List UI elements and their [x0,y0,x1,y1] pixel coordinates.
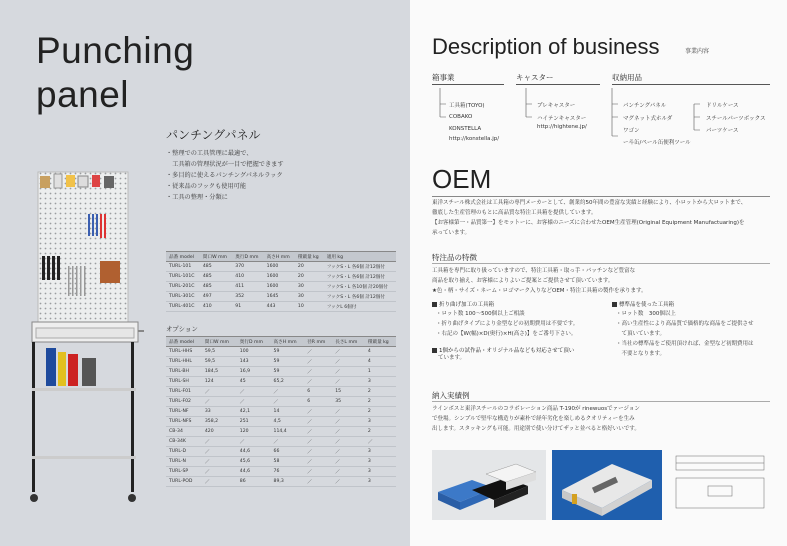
jp-title: パンチングパネル [166,128,261,142]
box2-item: ・ロット数 300個以上 [616,311,676,317]
table-cell: ／ [237,437,271,447]
title-line1: Punching [36,30,195,71]
table-cell: 45 [237,377,271,387]
oem-text: 徹底した生産管理のもとに高品質な特注工具箱を提供しています。 [432,210,597,216]
divider [516,84,600,85]
table-cell: CB-34K [166,437,202,447]
divider [432,401,770,402]
table-cell: CB-34 [166,427,202,437]
box2-item: て頂いています。 [616,331,666,337]
table-cell: ／ [332,347,365,357]
box1-title-text: 折り曲げ加工の工具箱 [439,302,495,308]
box2-item: ・高い生産性により高品質で価格的な商品をご提供させ [616,321,754,327]
table-cell: 1645 [264,292,295,302]
table-cell: 20 [295,262,324,272]
delivery-text: 出します。スタッキングも可能。用途別で使い分けてザッと並べると格好いいです。 [432,426,640,432]
table-header: 高さH mm [271,337,305,347]
table-cell: ／ [332,477,365,487]
table-cell: ／ [332,377,365,387]
table-cell: TURL-101C [166,272,200,282]
table-cell: 15 [332,387,365,397]
table-cell: 485 [200,272,232,282]
table-cell: 3 [365,447,396,457]
table-cell: ／ [332,367,365,377]
table-cell: TURL-201C [166,282,200,292]
table-cell: フックS・L 各10個 計20個付 [324,282,396,292]
table-cell: フックS・L 各6個 計12個付 [324,292,396,302]
table-cell: フックL 6個付 [324,302,396,312]
table-header: 間口W mm [200,252,232,262]
table-header-row [166,252,396,262]
tree-item: ハイテンキャスター [537,116,587,122]
table-header: 径R mm [304,337,332,347]
table-cell: ／ [304,447,332,457]
feature-text: ★色・柄・サイズ・ネーム・ロゴマーク入りなどOEM・特注工具箱の製作を承ります。 [432,288,647,294]
table-cell: 86 [237,477,271,487]
table-header: 適用 kg [324,252,396,262]
table-cell: 420 [202,427,237,437]
table-cell: TURL-NFS [166,417,202,427]
table-cell: 42,1 [237,407,271,417]
table-cell: ／ [332,457,365,467]
table-cell: 4 [365,357,396,367]
bullet: ・工具の整理・分類に [166,194,228,201]
box1-note-text: 1個からの試作品・オリジナル品なども対応させて頂い [439,348,575,354]
table-cell: 30 [295,282,324,292]
branded-toolbox-photo [552,450,662,520]
table-cell: ／ [304,457,332,467]
table-cell: 30 [295,292,324,302]
table-cell: ／ [202,387,237,397]
square-icon [612,302,617,307]
table-cell: 497 [200,292,232,302]
table-cell: ／ [202,477,237,487]
table-cell: 1600 [264,282,295,292]
oem-text: 東洋スチール株式会社は工具箱の専門メーカーとして、創業約50年間の豊富な実績と経験により、小ロットから大ロットまで、 [432,200,747,206]
oem-title: OEM [432,164,492,194]
table-cell: ／ [332,427,365,437]
table-row [166,302,396,312]
table-header: 積載量 kg [295,252,324,262]
category-caster: キャスター [516,73,554,82]
table-cell: フックS・L 各6個 計12個付 [324,272,396,282]
table-cell: ／ [332,467,365,477]
table-cell: ／ [304,427,332,437]
table-cell: 6 [304,387,332,397]
table-cell: 14 [271,407,305,417]
table-cell: 100 [237,347,271,357]
table-cell: ／ [304,407,332,417]
table-cell: ／ [237,397,271,407]
table-header: 長さL mm [332,337,365,347]
table-cell: ／ [304,467,332,477]
table-cell: TURL-F01 [166,387,202,397]
table-cell: TURL-HHS [166,347,202,357]
table-cell: ／ [202,447,237,457]
table-cell: TURL-NF [166,407,202,417]
table-header: 品番 model [166,252,200,262]
table-cell: 114,4 [271,427,305,437]
table-cell: ／ [332,407,365,417]
table-cell: ／ [332,417,365,427]
divider [432,196,770,197]
table-cell: 1 [365,367,396,377]
table-row [166,357,396,367]
tree-item: 工具箱(TOYO) [449,103,485,109]
table-cell: 410 [232,272,263,282]
feature-text: 工具箱を専門に取り扱っていますので、特注工具箱・取っ手・パッチンなど豊富な [432,268,636,274]
table-cell: TURL-BH [166,367,202,377]
table-cell: 10 [295,302,324,312]
toolbox-drawing [668,450,772,520]
option-title: オプション [166,325,198,333]
table-cell: TURL-101 [166,262,200,272]
table-cell: TURL-SH [166,377,202,387]
table-cell: 3 [365,457,396,467]
tree-item: プレキャスター [537,103,576,109]
table-cell: TURL-SP [166,467,202,477]
table-cell: ／ [202,397,237,407]
table-cell: 59,5 [202,347,237,357]
table-cell: 2 [365,387,396,397]
table-cell: TURL-D [166,447,202,457]
title-line2: panel [36,74,130,115]
delivery-title: 納入実績例 [432,391,470,400]
table-cell: ／ [332,447,365,457]
table-cell: 2 [365,397,396,407]
business-title: Description of business [432,34,660,59]
table-cell: 45,6 [237,457,271,467]
table-cell: 6 [304,397,332,407]
table-cell: 124 [202,377,237,387]
table-cell: ／ [304,437,332,447]
delivery-text: で登場。シンプルで堅牢な構造りが素朴で経年劣化を楽しめるクオリティーを生み [432,416,635,422]
table-row [166,407,396,417]
business-title-jp: 事業内容 [685,48,710,55]
table-row [166,262,396,272]
table-header: 間口W mm [202,337,237,347]
table-cell: 66 [271,447,305,457]
table-cell: 35 [332,397,365,407]
tree-item: パンチングパネル [623,103,667,109]
table-header: 奥行D mm [237,337,271,347]
box2-title [612,300,674,308]
divider [612,84,770,85]
table-cell: 44,6 [237,447,271,457]
table-header: 品番 model [166,337,202,347]
table-cell: ／ [202,467,237,477]
box1-item: ・ロット数 100〜500個以上ご相談 [436,311,525,317]
table-row [166,447,396,457]
table-cell: 89,3 [271,477,305,487]
table-cell: ／ [332,437,365,447]
tree-sub-item: パーツケース [706,128,739,134]
box2-title-text: 標準品を使った工具箱 [619,302,675,308]
table-cell: ／ [304,417,332,427]
table-cell: 443 [264,302,295,312]
table-cell: 358,2 [202,417,237,427]
table-cell: ／ [271,397,305,407]
delivery-text: ラインボスと東洋スチールのコラボレーション商品 T-190が rinewuosでァージョン [432,406,640,412]
table-cell: 20 [295,272,324,282]
table-cell: 3 [365,467,396,477]
table-cell: 4 [365,347,396,357]
tree-item: COBAKO [449,114,473,120]
bullet: 工具箱の管理状況が一目で把握できます [166,161,284,168]
divider [432,263,770,264]
tree-item: ー斗缶/ペール缶便利ツール [623,140,691,146]
table-row [166,387,396,397]
table-cell: 59 [271,367,305,377]
box2-item: ・当社の標準品をご使用頂ければ、金型など初期費用は [616,341,754,347]
square-icon [432,348,437,353]
table-row [166,467,396,477]
table-cell: ／ [365,437,396,447]
table-row [166,347,396,357]
table-cell: 91 [232,302,263,312]
tree-sub-item: ドリルケース [706,103,739,109]
table-cell: 410 [200,302,232,312]
table-header-row [166,337,396,347]
table-cell: ／ [202,457,237,467]
table-cell: 2 [365,427,396,437]
table-cell: 485 [200,262,232,272]
punching-panel-photo [28,166,146,506]
table-cell: 4,5 [271,417,305,427]
table-cell: ／ [237,387,271,397]
table-cell: TURL-POD [166,477,202,487]
table-cell: 1600 [264,262,295,272]
box2-item: 不要となります。 [616,351,666,357]
oem-text: 【お客様第一・品質第一】をモットーに、お客様のニーズに合わせたOEM生産管理(Original Equipment Manufactuaring)を [432,220,745,226]
table-header: 奥行D mm [232,252,263,262]
tree-item-link[interactable]: http://hightene.jp/ [537,124,587,130]
tree-item: KONSTELLA [449,126,482,132]
bullet: ・従来品のフックも使用可能 [166,183,247,190]
table-row [166,437,396,447]
table-cell: 143 [237,357,271,367]
table-row [166,427,396,437]
bullet: ・多目的に使えるパンチングパネルラック [166,172,283,179]
tree-item-link[interactable]: http://konstella.jp/ [449,136,500,142]
table-cell: 3 [365,417,396,427]
table-cell: 59,5 [202,357,237,367]
table-row [166,282,396,292]
table-cell: ／ [271,387,305,397]
table-cell: フックS・L 各6個 計12個付 [324,262,396,272]
feature-text: 商品を取り揃え、お客様によりよいご提案とご提供させて頂いています。 [432,278,614,284]
box1-item: ・右記の【W(幅)×D(奥行)×H(高さ)】をご番号下さい。 [436,331,577,337]
tree-item: ワゴン [623,128,640,134]
table-header: 積載量 kg [365,337,396,347]
table-cell: 76 [271,467,305,477]
table-cell: 3 [365,477,396,487]
table-row [166,292,396,302]
table-cell: TURL-301C [166,292,200,302]
toolbox-photo [432,450,546,520]
table-row [166,272,396,282]
feature-title: 特注品の特徴 [432,253,477,262]
table-cell: 65,2 [271,377,305,387]
divider [432,84,504,85]
table-cell: 352 [232,292,263,302]
table-cell: 2 [365,407,396,417]
table-cell: ／ [304,477,332,487]
square-icon [432,302,437,307]
table-cell: ／ [202,437,237,447]
category-box: 箱事業 [432,73,455,82]
main-spec-table [166,251,396,312]
bullet: ・整理での工具管理に最適で、 [166,150,253,157]
table-cell: ／ [304,347,332,357]
table-cell: 485 [200,282,232,292]
table-cell: 411 [232,282,263,292]
box1-item: ・折り曲げタイプにより金型などの初期費用は不要です。 [436,321,579,327]
table-cell: 59 [271,357,305,367]
table-cell: ／ [271,437,305,447]
option-spec-table [166,336,396,487]
table-cell: 59 [271,347,305,357]
table-cell: TURL-401C [166,302,200,312]
tree-sub-item: スチールパーツボックス [706,116,766,122]
box1-title [432,300,494,308]
table-row [166,367,396,377]
table-cell: 370 [232,262,263,272]
oem-text: 承っています。 [432,230,471,236]
table-row [166,397,396,407]
tree-item: マグネット式ホルダ [623,116,673,122]
table-cell: 16,9 [237,367,271,377]
table-cell: ／ [304,377,332,387]
category-storage: 収納用品 [612,73,642,82]
table-header: 高さH mm [264,252,295,262]
table-cell: 33 [202,407,237,417]
table-row [166,417,396,427]
table-cell: 3 [365,377,396,387]
table-row [166,457,396,467]
table-row [166,477,396,487]
box1-note2: ています。 [438,355,466,361]
table-cell: 251 [237,417,271,427]
table-cell: ／ [332,357,365,367]
table-cell: 184,5 [202,367,237,377]
table-cell: 58 [271,457,305,467]
table-cell: 1600 [264,272,295,282]
table-cell: ／ [304,367,332,377]
table-cell: ／ [304,357,332,367]
table-cell: TURL-F02 [166,397,202,407]
table-cell: 120 [237,427,271,437]
table-row [166,377,396,387]
table-cell: TURL-HHL [166,357,202,367]
table-cell: 44,6 [237,467,271,477]
table-cell: TURL-N [166,457,202,467]
